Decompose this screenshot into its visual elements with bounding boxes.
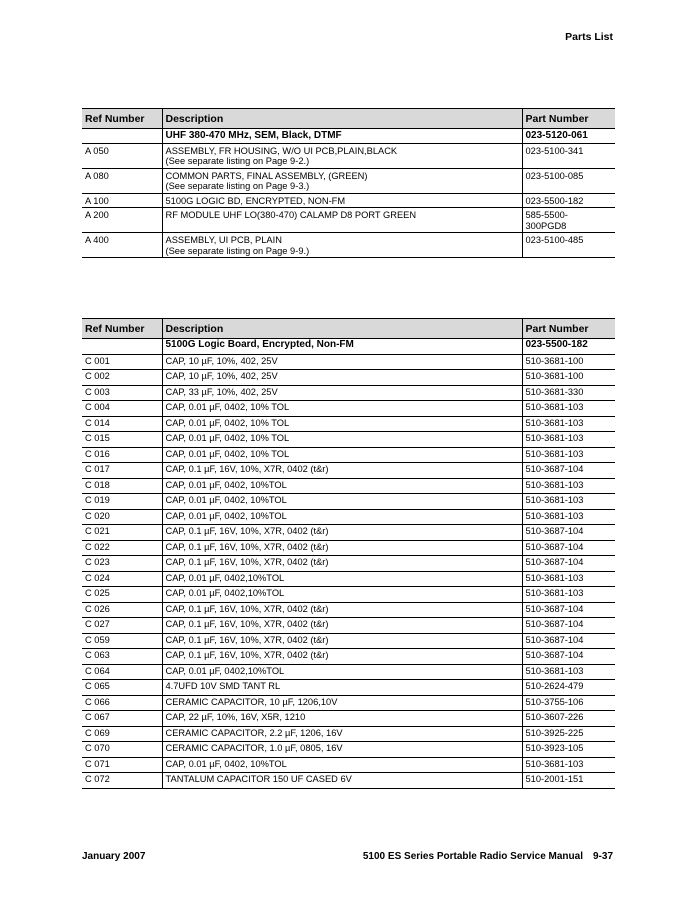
description-line: (See separate listing on Page 9-2.) [165, 156, 310, 166]
ref-number: A 100 [82, 193, 162, 208]
part-number-line: 023-5100-341 [525, 145, 584, 156]
description: CAP, 0.01 µF, 0402,10%TOL [162, 587, 522, 603]
table-row [82, 757, 615, 773]
title-ref-cell [82, 339, 162, 355]
ref-number: C 020 [82, 509, 162, 525]
part-number: 510-3687-104 [522, 525, 615, 541]
description-line: (See separate listing on Page 9-3.) [165, 181, 310, 191]
table-row [82, 401, 615, 417]
description: CAP, 0.01 µF, 0402, 10%TOL [162, 494, 522, 510]
description: CERAMIC CAPACITOR, 1.0 µF, 0805, 16V [162, 742, 522, 758]
part-number [522, 208, 615, 233]
table-row [82, 432, 615, 448]
ref-number: C 015 [82, 432, 162, 448]
part-number: 510-3681-103 [522, 587, 615, 603]
ref-number: C 072 [82, 773, 162, 789]
description [162, 143, 522, 168]
ref-number: C 025 [82, 587, 162, 603]
part-number: 510-3687-104 [522, 602, 615, 618]
footer-page-number: 9-37 [592, 851, 613, 862]
part-number: 510-3681-103 [522, 571, 615, 587]
part-number: 510-3687-104 [522, 540, 615, 556]
description: CAP, 0.1 µF, 16V, 10%, X7R, 0402 (t&r) [162, 525, 522, 541]
column-header-ref: Ref Number [82, 319, 162, 339]
ref-number: C 067 [82, 711, 162, 727]
table-row [82, 602, 615, 618]
description-line: ASSEMBLY, UI PCB, PLAIN [165, 235, 282, 245]
description: CAP, 0.01 µF, 0402, 10%TOL [162, 478, 522, 494]
table-row [82, 711, 615, 727]
ref-number: C 022 [82, 540, 162, 556]
part-number: 510-3681-100 [522, 354, 615, 370]
description-line: COMMON PARTS, FINAL ASSEMBLY, (GREEN) [165, 170, 368, 181]
part-number: 510-2624-479 [522, 680, 615, 696]
part-number [522, 233, 615, 258]
ref-number: C 004 [82, 401, 162, 417]
part-number-line: 300PGD8 [525, 220, 567, 231]
description: CERAMIC CAPACITOR, 10 µF, 1206,10V [162, 695, 522, 711]
table-title-row [82, 129, 615, 144]
part-number: 510-3925-225 [522, 726, 615, 742]
ref-number: C 070 [82, 742, 162, 758]
footer-manual-info [363, 851, 613, 862]
part-number: 510-3687-104 [522, 633, 615, 649]
part-number: 510-3681-103 [522, 416, 615, 432]
ref-number: C 063 [82, 649, 162, 665]
part-number-line: 585-5500- [525, 210, 568, 220]
ref-number: C 002 [82, 370, 162, 386]
table-row [82, 773, 615, 789]
table-row [82, 695, 615, 711]
part-number: 510-3687-104 [522, 649, 615, 665]
ref-number: C 066 [82, 695, 162, 711]
part-number: 510-3607-226 [522, 711, 615, 727]
description: CERAMIC CAPACITOR, 2.2 µF, 1206, 16V [162, 726, 522, 742]
table-row [82, 447, 615, 463]
table-row [82, 556, 615, 572]
column-header-part-number: Part Number [522, 109, 615, 129]
ref-number: C 024 [82, 571, 162, 587]
ref-number: C 019 [82, 494, 162, 510]
description: CAP, 0.1 µF, 16V, 10%, X7R, 0402 (t&r) [162, 633, 522, 649]
ref-number: C 003 [82, 385, 162, 401]
table-row [82, 208, 615, 233]
description-line: (See separate listing on Page 9-9.) [165, 245, 310, 256]
description: CAP, 0.1 µF, 16V, 10%, X7R, 0402 (t&r) [162, 463, 522, 479]
part-number: 510-3681-103 [522, 494, 615, 510]
title-description: 5100G Logic Board, Encrypted, Non-FM [162, 339, 522, 355]
ref-number: C 021 [82, 525, 162, 541]
part-number: 510-3687-104 [522, 463, 615, 479]
table-row [82, 742, 615, 758]
ref-number: C 023 [82, 556, 162, 572]
description: CAP, 0.01 µF, 0402, 10% TOL [162, 432, 522, 448]
description: CAP, 0.01 µF, 0402, 10% TOL [162, 401, 522, 417]
part-number: 510-3681-103 [522, 401, 615, 417]
table-row [82, 509, 615, 525]
ref-number: C 065 [82, 680, 162, 696]
part-number: 510-3687-104 [522, 556, 615, 572]
description: CAP, 0.01 µF, 0402,10%TOL [162, 571, 522, 587]
part-number: 510-3681-103 [522, 664, 615, 680]
ref-number: C 059 [82, 633, 162, 649]
description: CAP, 0.1 µF, 16V, 10%, X7R, 0402 (t&r) [162, 540, 522, 556]
description [162, 193, 522, 208]
ref-number: C 071 [82, 757, 162, 773]
ref-number: A 400 [82, 233, 162, 258]
ref-number: C 018 [82, 478, 162, 494]
table-row [82, 494, 615, 510]
description: CAP, 33 µF, 10%, 402, 25V [162, 385, 522, 401]
description: CAP, 0.1 µF, 16V, 10%, X7R, 0402 (t&r) [162, 602, 522, 618]
ref-number: C 014 [82, 416, 162, 432]
part-number: 510-3681-103 [522, 447, 615, 463]
table-row [82, 168, 615, 193]
ref-number: C 069 [82, 726, 162, 742]
description: CAP, 0.1 µF, 16V, 10%, X7R, 0402 (t&r) [162, 618, 522, 634]
table-row [82, 618, 615, 634]
table-row [82, 416, 615, 432]
description: CAP, 0.01 µF, 0402,10%TOL [162, 664, 522, 680]
title-description: UHF 380-470 MHz, SEM, Black, DTMF [162, 129, 522, 144]
description: CAP, 0.01 µF, 0402, 10% TOL [162, 416, 522, 432]
ref-number: C 026 [82, 602, 162, 618]
table-row [82, 726, 615, 742]
table-row [82, 354, 615, 370]
part-number: 510-2001-151 [522, 773, 615, 789]
part-number: 510-3681-103 [522, 757, 615, 773]
table-row [82, 478, 615, 494]
table-row [82, 385, 615, 401]
footer-manual-title: 5100 ES Series Portable Radio Service Manual [362, 851, 583, 862]
table-row [82, 571, 615, 587]
part-number-line: 023-5100-085 [525, 170, 584, 181]
part-number [522, 143, 615, 168]
part-number: 510-3681-330 [522, 385, 615, 401]
parts-table-logic-board [82, 318, 615, 789]
table-row [82, 193, 615, 208]
page-header-title: Parts List [565, 31, 613, 43]
table-row [82, 370, 615, 386]
ref-number: A 200 [82, 208, 162, 233]
ref-number: A 050 [82, 143, 162, 168]
description: CAP, 0.01 µF, 0402, 10%TOL [162, 757, 522, 773]
column-header-ref: Ref Number [82, 109, 162, 129]
ref-number: C 017 [82, 463, 162, 479]
part-number-line: 023-5500-182 [525, 195, 584, 206]
table-row [82, 680, 615, 696]
title-ref-cell [82, 129, 162, 144]
description: 4.7UFD 10V SMD TANT RL [162, 680, 522, 696]
description [162, 208, 522, 233]
ref-number: C 064 [82, 664, 162, 680]
footer-date: January 2007 [82, 851, 146, 862]
table-row [82, 633, 615, 649]
table-row [82, 233, 615, 258]
parts-table-uhf-assembly [82, 108, 615, 258]
description: CAP, 0.1 µF, 16V, 10%, X7R, 0402 (t&r) [162, 556, 522, 572]
table-row [82, 540, 615, 556]
description: CAP, 10 µF, 10%, 402, 25V [162, 370, 522, 386]
description: CAP, 0.1 µF, 16V, 10%, X7R, 0402 (t&r) [162, 649, 522, 665]
column-header-description: Description [162, 109, 522, 129]
part-number: 510-3681-103 [522, 478, 615, 494]
table-header-row [82, 109, 615, 129]
description: CAP, 0.01 µF, 0402, 10%TOL [162, 509, 522, 525]
column-header-description: Description [162, 319, 522, 339]
table-row [82, 587, 615, 603]
table-row [82, 664, 615, 680]
table-header-row [82, 319, 615, 339]
part-number [522, 168, 615, 193]
title-part-number: 023-5500-182 [522, 339, 615, 355]
table-row [82, 143, 615, 168]
part-number: 510-3681-103 [522, 432, 615, 448]
part-number: 510-3755-106 [522, 695, 615, 711]
description [162, 233, 522, 258]
table-row [82, 463, 615, 479]
part-number: 510-3687-104 [522, 618, 615, 634]
part-number: 510-3681-100 [522, 370, 615, 386]
ref-number: C 016 [82, 447, 162, 463]
description: TANTALUM CAPACITOR 150 UF CASED 6V [162, 773, 522, 789]
title-part-number: 023-5120-061 [522, 129, 615, 144]
part-number: 510-3681-103 [522, 509, 615, 525]
ref-number: C 001 [82, 354, 162, 370]
description: CAP, 10 µF, 10%, 402, 25V [162, 354, 522, 370]
table-title-row [82, 339, 615, 355]
column-header-part-number: Part Number [522, 319, 615, 339]
description [162, 168, 522, 193]
description-line: RF MODULE UHF LO(380-470) CALAMP D8 PORT GREEN [165, 210, 417, 220]
table-row [82, 649, 615, 665]
ref-number: C 027 [82, 618, 162, 634]
description-line: ASSEMBLY, FR HOUSING, W/O UI PCB,PLAIN,BLACK [165, 145, 398, 156]
description: CAP, 0.01 µF, 0402, 10% TOL [162, 447, 522, 463]
description: CAP, 22 µF, 10%, 16V, X5R, 1210 [162, 711, 522, 727]
part-number [522, 193, 615, 208]
part-number-line: 023-5100-485 [525, 235, 584, 245]
part-number: 510-3923-105 [522, 742, 615, 758]
table-row [82, 525, 615, 541]
description-line: 5100G LOGIC BD, ENCRYPTED, NON-FM [165, 195, 346, 206]
ref-number: A 080 [82, 168, 162, 193]
